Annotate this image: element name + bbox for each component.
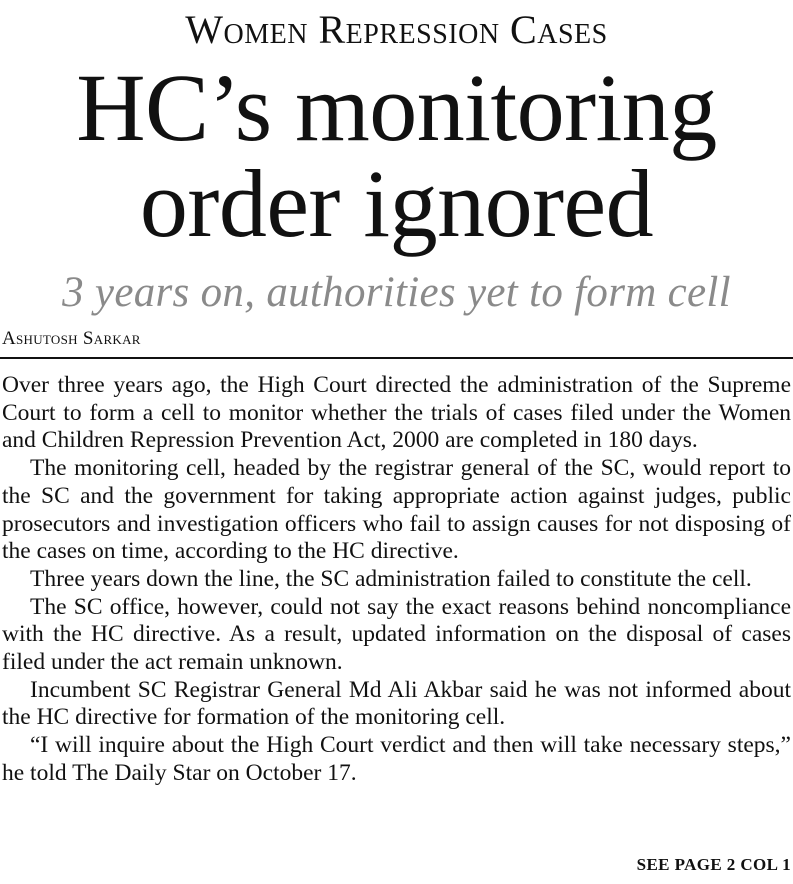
paragraph: Incumbent SC Registrar General Md Ali Akbar said he was not informed about the HC directive for formation of the monitoring cell.	[2, 676, 791, 731]
byline-divider	[0, 357, 793, 359]
byline: Ashutosh Sarkar	[2, 328, 141, 349]
headline: HC’s monitoring order ignored	[76, 54, 717, 257]
section-kicker: Women Repression Cases	[185, 7, 608, 52]
subheadline: 3 years on, authorities yet to form cell	[62, 269, 731, 316]
paragraph: The monitoring cell, headed by the registrar general of the SC, would report to the SC and the government for taking appropriate action against judges, public prosecutors and investigation officers who fail to assign causes for not disposing of the cases on time, according to the HC directive.	[2, 455, 791, 565]
article-body	[2, 372, 791, 788]
continuation-note: SEE PAGE 2 COL 1	[636, 855, 791, 874]
paragraph: Three years down the line, the SC administration failed to constitute the cell.	[30, 565, 752, 592]
paragraph: “I will inquire about the High Court verdict and then will take necessary steps,” he told The Daily Star on October 17.	[2, 732, 791, 786]
paragraph: Over three years ago, the High Court directed the administration of the Supreme Court to form a cell to monitor whether the trials of cases filed under the Women and Children Repression Prevention Act, 2000 are completed in 180 days.	[2, 372, 791, 454]
paragraph: The SC office, however, could not say the exact reasons behind noncompliance with the HC directive. As a result, updated information on the disposal of cases filed under the act remain unknown.	[2, 593, 791, 676]
